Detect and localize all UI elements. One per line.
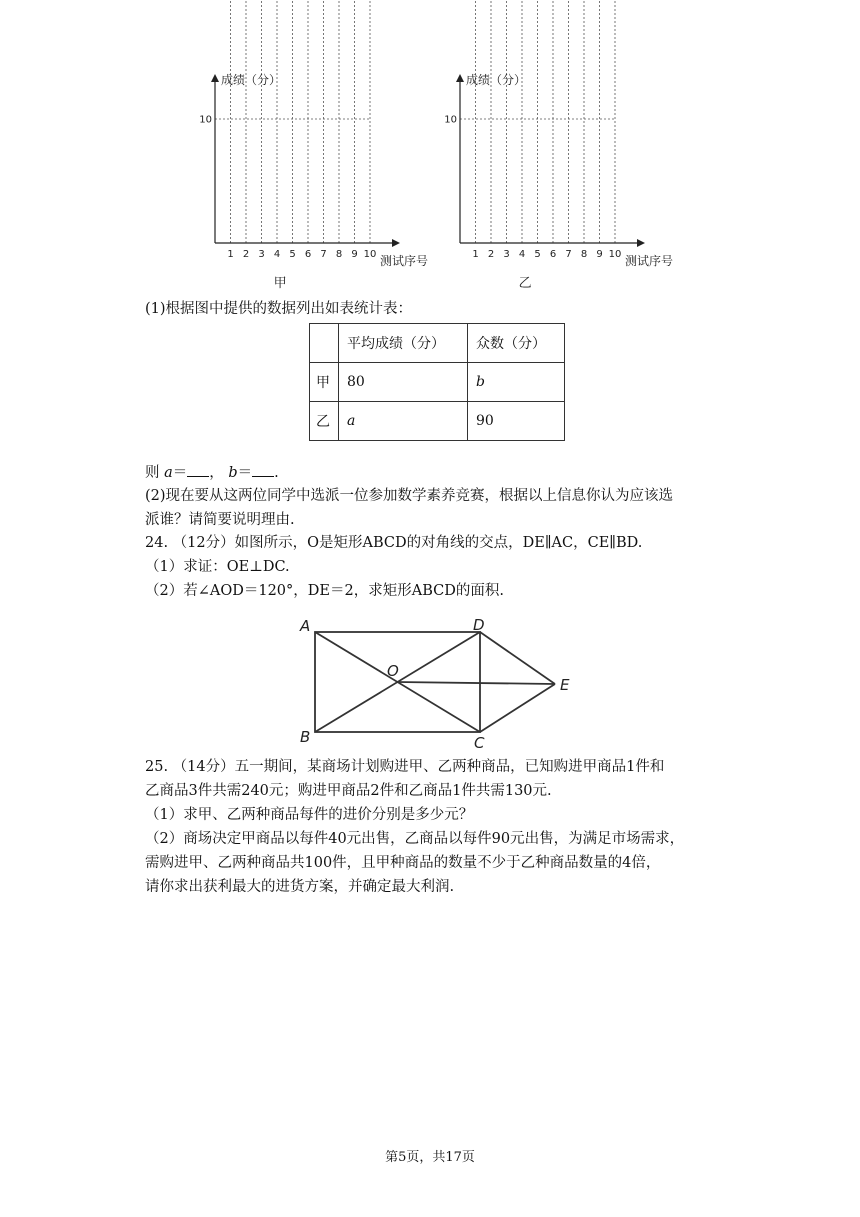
label-a: A <box>300 617 311 635</box>
answer-prefix: 则 <box>145 465 160 481</box>
segment-ce <box>480 684 555 732</box>
segment-de <box>480 632 555 684</box>
q23-part2-line2: 派谁？请简要说明理由. <box>145 512 295 528</box>
x-tick-label: 9 <box>596 249 603 260</box>
q24-part1: （1）求证：OE⊥DC. <box>145 559 290 575</box>
x-axis-label: 测试序号 <box>625 254 674 268</box>
x-axis-arrow <box>392 239 400 247</box>
answer-sep: ， <box>209 465 224 481</box>
x-tick-label: 4 <box>518 249 526 260</box>
x-tick-label: 4 <box>273 249 281 260</box>
label-e: E <box>560 676 570 694</box>
x-tick-label: 9 <box>351 249 358 260</box>
y-tick-label <box>444 0 457 2</box>
y-axis-arrow <box>456 74 464 82</box>
x-tick-label: 2 <box>487 249 495 260</box>
table-cell: b <box>468 363 565 402</box>
q23-part2-line1: (2)现在要从这两位同学中选派一位参加数学素养竞赛，根据以上信息你认为应该选 <box>145 488 674 504</box>
q24-part2: （2）若∠AOD＝120°，DE＝2，求矩形ABCD的面积. <box>145 583 504 599</box>
chart-caption: 乙 <box>518 276 532 291</box>
answer-eq: ＝ <box>172 465 188 481</box>
x-tick-label: 6 <box>549 249 557 260</box>
label-o: O <box>387 662 399 680</box>
q25-line2: 乙商品3件共需240元；购进甲商品2件和乙商品1件共需130元. <box>145 783 552 799</box>
answer-b-var: b <box>228 465 238 481</box>
answer-b-blank <box>252 462 274 477</box>
x-axis-label: 测试序号 <box>380 254 429 268</box>
q23-part1-intro: (1)根据图中提供的数据列出如表统计表： <box>145 301 413 317</box>
table-row <box>310 363 565 402</box>
x-tick-label: 1 <box>472 249 479 260</box>
answer-a-var: a <box>164 465 173 481</box>
x-tick-label: 10 <box>363 249 377 260</box>
table-row <box>310 402 565 441</box>
chart-caption: 甲 <box>273 276 287 291</box>
table-row <box>310 324 565 363</box>
y-axis-arrow <box>211 74 219 82</box>
answer-end: . <box>274 465 279 481</box>
y-tick-label: 10 <box>444 114 457 126</box>
y-tick-label: 10 <box>199 114 212 126</box>
page-footer: 第5页，共17页 <box>385 1150 475 1165</box>
x-tick-label: 10 <box>608 249 622 260</box>
x-tick-label: 7 <box>565 249 572 260</box>
stat-table <box>309 323 565 441</box>
q25-line1: 25. （14分）五一期间，某商场计划购进甲、乙两种商品，已知购进甲商品1件和 <box>145 759 665 775</box>
table-header-mode: 众数（分） <box>468 324 565 363</box>
x-tick-label: 7 <box>320 249 327 260</box>
x-tick-label: 8 <box>580 249 588 260</box>
segment-oe <box>397 682 555 684</box>
x-tick-label: 1 <box>227 249 234 260</box>
x-tick-label: 2 <box>242 249 250 260</box>
table-cell: 乙 <box>310 402 339 441</box>
rectangle-figure <box>290 612 590 752</box>
q25-line6: 请你求出获利最大的进货方案，并确定最大利润. <box>145 879 455 895</box>
answer-a-blank <box>187 462 209 477</box>
x-axis-arrow <box>637 239 645 247</box>
table-cell <box>310 324 339 363</box>
q25-line5: 需购进甲、乙两种商品共100件，且甲种商品的数量不少于乙种商品数量的4倍， <box>145 855 661 871</box>
q25-line4: （2）商场决定甲商品以每件40元出售，乙商品以每件90元出售，为满足市场需求， <box>145 831 685 847</box>
x-tick-label: 6 <box>304 249 312 260</box>
table-cell: 甲 <box>310 363 339 402</box>
table-cell: 80 <box>339 363 468 402</box>
chart-yi <box>430 68 695 298</box>
x-tick-label: 3 <box>258 249 265 260</box>
x-tick-label: 5 <box>534 249 541 260</box>
label-c: C <box>474 734 485 752</box>
chart-jia <box>185 68 429 298</box>
x-tick-label: 8 <box>335 249 343 260</box>
table-cell: 90 <box>468 402 565 441</box>
y-axis-label: 成绩（分） <box>466 73 527 87</box>
q24-stem: 24. （12分）如图所示，O是矩形ABCD的对角线的交点，DE∥AC，CE∥BD. <box>145 535 643 551</box>
y-tick-label <box>199 0 212 2</box>
y-axis-label: 成绩（分） <box>221 73 282 87</box>
label-b: B <box>300 728 311 746</box>
x-tick-label: 5 <box>289 249 296 260</box>
label-d: D <box>473 616 485 634</box>
table-cell: a <box>339 402 468 441</box>
answer-eq: ＝ <box>237 465 253 481</box>
q25-line3: （1）求甲、乙两种商品每件的进价分别是多少元？ <box>145 807 474 823</box>
q23-answer-line <box>145 462 279 483</box>
x-tick-label: 3 <box>503 249 510 260</box>
table-header-average: 平均成绩（分） <box>339 324 468 363</box>
